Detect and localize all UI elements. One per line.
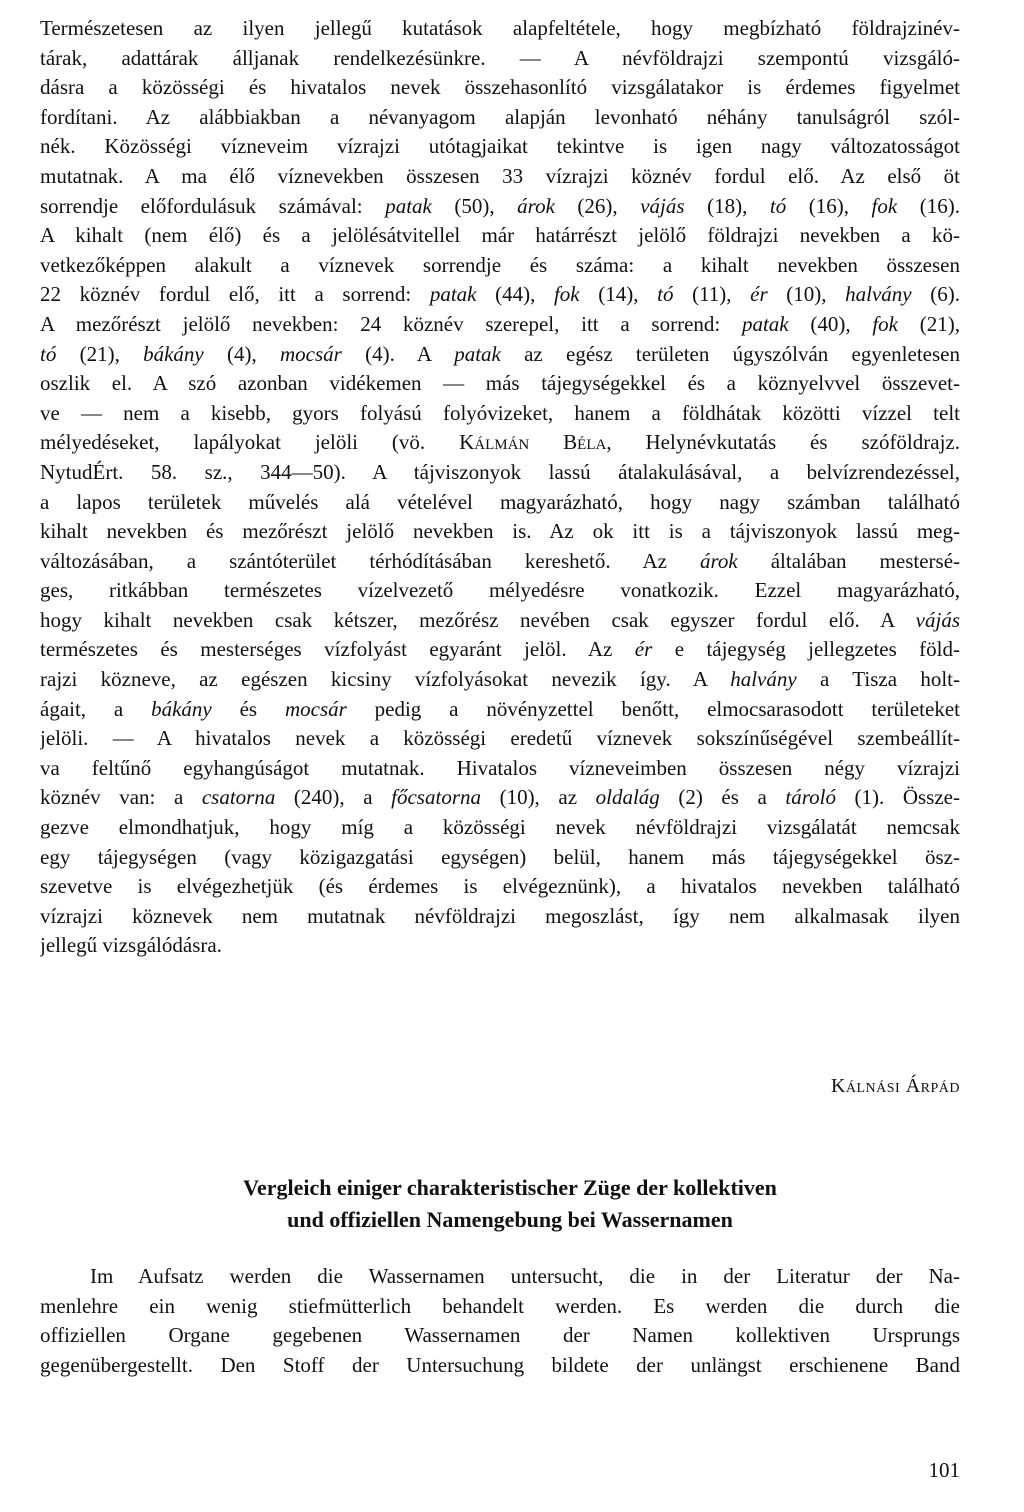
text-run: (4). A (341, 341, 455, 366)
italic-term: tó (769, 193, 787, 218)
italic-term: főcsatorna (391, 785, 481, 810)
italic-term: patak (429, 282, 477, 307)
text-run: nék. Közösségi vízneveim vízrajzi utótagjaikat tekintve is igen nagy változatosságot (40, 134, 960, 159)
text-run: 22 köznév fordul elő, itt a sorrend: (40, 282, 430, 307)
text-run: dásra a közösségi és hivatalos nevek összehasonlító vizsgálatakor is érdemes figyelmet (40, 75, 960, 100)
article-line (40, 843, 960, 873)
text-run: változásában, a szántóterület térhódításában kereshető. Az (40, 548, 700, 573)
text-run: A mezőrészt jelölő nevekben: 24 köznév szerepel, itt a sorrend: (40, 311, 742, 336)
italic-term: tároló (785, 785, 836, 810)
text-run: szevetve is elvégezhetjük (és érdemes is elvégeznünk), a hivatalos nevekben található (40, 874, 960, 899)
text-run: és (211, 696, 285, 721)
summary-line (40, 1262, 960, 1292)
summary-line (40, 1292, 960, 1322)
text-run: vízrajzi köznevek nem mutatnak névföldrajzi megoszlást, így nem alkalmasak ilyen (40, 903, 960, 928)
summary-title (40, 1172, 980, 1236)
article-line (40, 221, 960, 251)
summary-line (40, 1321, 960, 1351)
italic-term: vájás (915, 607, 960, 632)
article-line (40, 103, 960, 133)
text-run: e tájegység jellegzetes föld- (652, 637, 960, 662)
italic-term: halvány (845, 282, 912, 307)
text-run: (44), (476, 282, 554, 307)
text-run: offiziellen Organe gegebenen Wassernamen der Namen kollektiven Ursprungs (40, 1323, 960, 1348)
italic-term: árok (517, 193, 555, 218)
italic-term: tó (657, 282, 674, 307)
article-body (40, 14, 960, 961)
article-line (40, 340, 960, 370)
text-run: a lapos területek művelés alá vételével magyarázható, hogy nagy számban található (40, 489, 960, 514)
text-run: (14), (579, 282, 658, 307)
italic-term: ér (634, 637, 653, 662)
article-line (40, 428, 960, 458)
text-run: (16). (897, 193, 960, 218)
document-page (40, 0, 960, 1512)
text-run: jellegű vizsgálódásra. (40, 933, 222, 958)
italic-term: fok (872, 311, 898, 336)
text-run: fordítani. Az alábbiakban a névanyagom alapján levonható néhány tanulságról szól- (40, 104, 960, 129)
article-line (40, 14, 960, 44)
text-run: (40), (788, 311, 873, 336)
article-line (40, 251, 960, 281)
text-run: (11), (673, 282, 751, 307)
article-line (40, 162, 960, 192)
article-line (40, 132, 960, 162)
text-run: (21), (56, 341, 144, 366)
text-run: (1). Össze- (835, 785, 960, 810)
text-run: va feltűnő egyhangúságot mutatnak. Hivatalos vízneveimben összesen négy vízrajzi (40, 755, 960, 780)
italic-term: vájás (640, 193, 685, 218)
summary-line (40, 1351, 960, 1381)
italic-term: csatorna (201, 785, 276, 810)
text-run: ges, ritkábban természetes vízelvezető mélyedésre vonatkozik. Ezzel magyarázható, (40, 578, 960, 603)
text-run: jelöli. — A hivatalos nevek a közösségi eredetű víznevek sokszínűségével szembeállít- (40, 726, 960, 751)
text-run: köznév van: a (40, 785, 202, 810)
article-line (40, 192, 960, 222)
text-run: vetkezőképpen alakult a víznevek sorrendje és száma: a kihalt nevekben összesen (40, 252, 960, 277)
text-run: (21), (898, 311, 960, 336)
italic-term: fok (871, 193, 898, 218)
article-line (40, 635, 960, 665)
italic-term: patak (385, 193, 432, 218)
article-line (40, 902, 960, 932)
text-run: Természetesen az ilyen jellegű kutatások alapfeltétele, hogy megbízható földrajzinév- (40, 16, 960, 40)
italic-term: mocsár (280, 341, 342, 366)
article-line (40, 872, 960, 902)
article-line (40, 606, 960, 636)
text-run: sorrendje előfordulásuk számával: (40, 193, 386, 218)
italic-term: fok (553, 282, 580, 307)
article-line (40, 576, 960, 606)
author-signature: Kálnási Árpád (830, 1075, 960, 1097)
text-run: általában mestersé- (737, 548, 960, 573)
italic-term: patak (454, 341, 501, 366)
italic-term: ér (750, 282, 768, 307)
cited-author: Kálmán Béla (459, 430, 607, 455)
article-line (40, 813, 960, 843)
article-line (40, 695, 960, 725)
article-line (40, 488, 960, 518)
text-run: az egész területen úgyszólván egyenletesen (500, 341, 960, 366)
page-number: 101 (928, 1458, 960, 1482)
text-run: mutatnak. A ma élő víznevekben összesen 33 vízrajzi köznév fordul elő. Az első öt (40, 163, 960, 188)
article-line (40, 517, 960, 547)
italic-term: tó (40, 341, 57, 366)
italic-term: mocsár (284, 696, 347, 721)
text-run: gezve elmondhatjuk, hogy míg a közösségi nevek névföldrajzi vizsgálatát nemcsak (40, 815, 960, 840)
article-line (40, 73, 960, 103)
article-line (40, 783, 960, 813)
text-run: kihalt nevekben és mezőrészt jelölő nevekben is. Az ok itt is a tájviszonyok lassú meg- (40, 519, 960, 544)
article-line (40, 931, 960, 961)
text-run: ágait, a (40, 696, 152, 721)
text-run: pedig a növényzettel benőtt, elmocsarasodott területeket (346, 696, 960, 721)
text-run: a Tisza holt- (796, 667, 960, 692)
text-run: mélyedéseket, lapályokat jelöli (vö. (40, 430, 460, 455)
text-run: hogy kihalt nevekben csak kétszer, mezőrész nevében csak egyszer fordul elő. A (40, 607, 916, 632)
italic-term: halvány (730, 667, 797, 692)
article-line (40, 369, 960, 399)
text-run: (240), a (275, 785, 392, 810)
text-run: NytudÉrt. 58. sz., 344—50). A tájviszonyok lassú átalakulásával, a belvízrendezéssel, (40, 459, 960, 484)
text-run: egy tájegységen (vagy közigazgatási egységen) belül, hanem más tájegységekkel ösz- (40, 844, 960, 869)
article-line (40, 724, 960, 754)
italic-term: bákány (151, 696, 212, 721)
text-run: (10), az (481, 785, 596, 810)
text-run: (10), (767, 282, 846, 307)
article-line (40, 754, 960, 784)
text-run: (18), (684, 193, 770, 218)
text-run: tárak, adattárak álljanak rendelkezésünkre. — A névföldrajzi szempontú vizsgáló- (40, 45, 960, 70)
italic-term: oldalág (595, 785, 660, 810)
text-run: (4), (203, 341, 280, 366)
text-run: Im Aufsatz werden die Wassernamen untersucht, die in der Literatur der Na- (90, 1264, 960, 1288)
text-run: (50), (431, 193, 518, 218)
article-line (40, 310, 960, 340)
text-run: ve — nem a kisebb, gyors folyású folyóvizeket, hanem a földhátak közötti vízzel telt (40, 400, 960, 425)
article-line (40, 44, 960, 74)
text-run: természetes és mesterséges vízfolyást egyaránt jelöl. Az (40, 637, 635, 662)
text-run: , Helynévkutatás és szóföldrajz. (606, 430, 960, 455)
italic-term: árok (699, 548, 738, 573)
text-run: rajzi közneve, az egészen kicsiny vízfolyásokat nevezik így. A (40, 667, 731, 692)
text-run: A kihalt (nem élő) és a jelölésátvitellel már határrészt jelölő földrajzi nevekben a kö- (40, 223, 960, 248)
text-run: menlehre ein wenig stiefmütterlich behandelt werden. Es werden die durch die (40, 1293, 960, 1318)
text-run: oszlik el. A szó azonban vidékemen — más tájegységekkel és a köznyelvvel összevet- (40, 371, 960, 396)
article-line (40, 280, 960, 310)
text-run: (16), (786, 193, 872, 218)
italic-term: bákány (143, 341, 204, 366)
article-line (40, 458, 960, 488)
text-run: (2) és a (659, 785, 786, 810)
summary-title-line-1: Vergleich einiger charakteristischer Züge der kollektiven (243, 1175, 777, 1200)
summary-title-line-2: und offiziellen Namengebung bei Wassernamen (287, 1207, 733, 1232)
text-run: gegenübergestellt. Den Stoff der Untersuchung bildete der unlängst erschienene Band (40, 1352, 960, 1377)
article-line (40, 665, 960, 695)
article-line (40, 547, 960, 577)
italic-term: patak (741, 311, 789, 336)
article-line (40, 399, 960, 429)
text-run: (26), (554, 193, 641, 218)
summary-body (40, 1262, 960, 1380)
text-run: (6). (911, 282, 960, 307)
